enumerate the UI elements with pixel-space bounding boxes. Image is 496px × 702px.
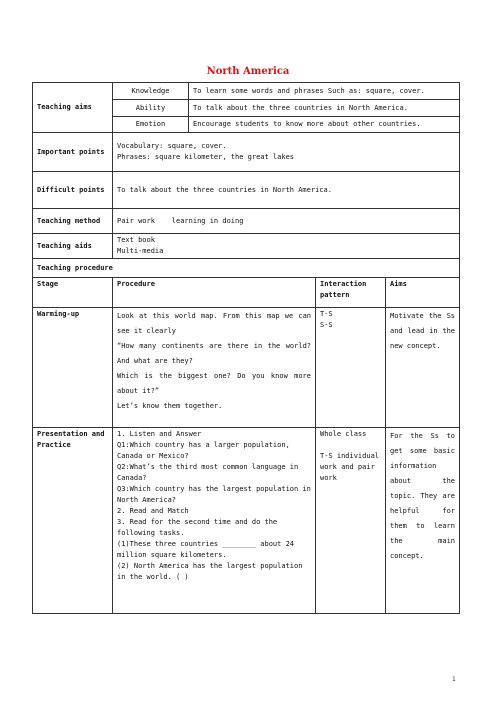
lesson-plan-table — [32, 82, 460, 614]
column-header-stage: Stage — [33, 278, 113, 308]
teaching-aims-label: Teaching aims — [33, 83, 113, 133]
aim-text-ability: To talk about the three countries in North America. — [189, 100, 460, 117]
aims-text: For the Ss to get some basic information about the topic. They are helpful for them to learn the main concept. — [390, 432, 455, 560]
interaction-line: Whole class — [320, 430, 367, 438]
aim-text-knowledge: To learn some words and phrases Such as: square, cover. — [189, 83, 460, 100]
interaction-spacer — [320, 440, 381, 451]
aim-type-ability: Ability — [113, 100, 189, 117]
stage-name: Presentation and Practice — [33, 428, 113, 614]
procedure-heading: Teaching procedure — [33, 259, 460, 278]
important-points-label: Important points — [33, 133, 113, 172]
procedure-line: Which is the biggest one? Do you know more about it?” — [117, 372, 311, 395]
procedure-line: 1. Listen and Answer — [117, 430, 202, 438]
aims-content — [386, 428, 460, 614]
procedure-line: Q1:Which country has a larger population, Canada or Mexico? — [117, 441, 290, 460]
interaction-content — [316, 428, 386, 614]
interaction-line: T-S — [320, 310, 333, 318]
procedure-line: Look at this world map. From this map we can see it clearly — [117, 312, 311, 335]
procedure-content — [113, 428, 316, 614]
teaching-aids-content — [113, 234, 460, 259]
aim-type-emotion: Emotion — [113, 117, 189, 133]
procedure-line: 2. Read and Match — [117, 507, 189, 515]
difficult-points-text: To talk about the three countries in North America. — [113, 172, 460, 209]
teaching-aid-line: Text book — [117, 236, 155, 244]
column-header-procedure: Procedure — [113, 278, 316, 308]
important-point-line: Vocabulary: square, cover. — [117, 142, 227, 150]
column-header-interaction: Interaction pattern — [316, 278, 386, 308]
procedure-line: (2) North America has the largest population in the world. ( ) — [117, 562, 303, 581]
procedure-line: Q2:What’s the third most common language in Canada? — [117, 463, 299, 482]
aim-text-emotion: Encourage students to know more about other countries. — [189, 117, 460, 133]
interaction-line: S-S — [320, 321, 333, 329]
teaching-aids-label: Teaching aids — [33, 234, 113, 259]
important-points-content — [113, 133, 460, 172]
procedure-line: 3. Read for the second time and do the following tasks. — [117, 518, 278, 537]
interaction-line: T-S individual work and pair work — [320, 452, 380, 482]
teaching-method-label: Teaching method — [33, 209, 113, 234]
aim-type-knowledge: Knowledge — [113, 83, 189, 100]
stage-name: Warming-up — [33, 308, 113, 428]
aims-text: Motivate the Ss and lead in the new concept. — [390, 312, 455, 350]
important-point-line: Phrases: square kilometer, the great lakes — [117, 153, 295, 161]
aims-content — [386, 308, 460, 428]
teaching-aid-line: Multi-media — [117, 247, 164, 255]
column-header-aims: Aims — [386, 278, 460, 308]
difficult-points-label: Difficult points — [33, 172, 113, 209]
procedure-line: Let’s know them together. — [117, 402, 223, 410]
procedure-content — [113, 308, 316, 428]
procedure-line: (1)These three countries ________ about 24 million square kilometers. — [117, 540, 295, 559]
teaching-method-text: Pair work learning in doing — [113, 209, 460, 234]
page-number: 1 — [452, 676, 456, 683]
interaction-content — [316, 308, 386, 428]
procedure-line: “How many continents are there in the world? And what are they? — [117, 342, 311, 365]
document-title: North America — [206, 66, 290, 77]
procedure-line: Q3:Which country has the largest population in North America? — [117, 485, 311, 504]
